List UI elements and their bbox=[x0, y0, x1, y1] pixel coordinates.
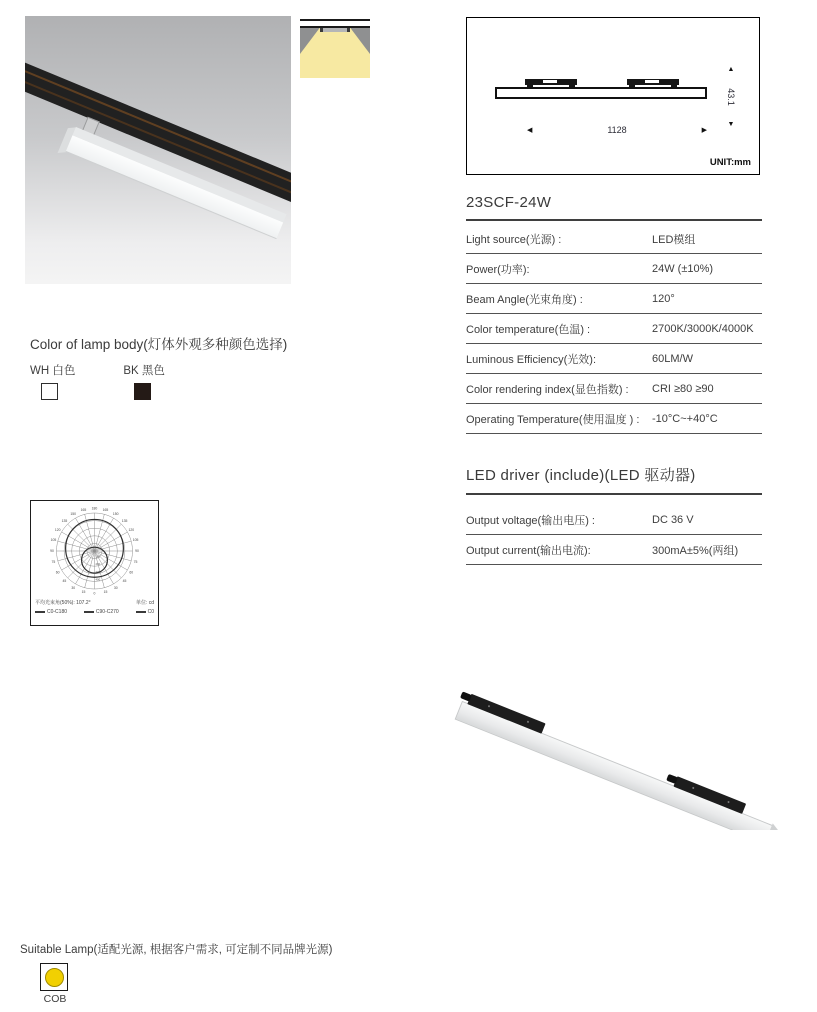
table-row bbox=[466, 224, 762, 254]
length-value: 1128 bbox=[607, 125, 627, 135]
right-arrow-icon: ▶ bbox=[701, 126, 707, 134]
svg-text:180: 180 bbox=[91, 506, 98, 511]
legend-line-icon bbox=[35, 611, 45, 613]
table-row bbox=[466, 344, 762, 374]
cob-swatch bbox=[40, 963, 68, 991]
track-adapter-drawing bbox=[525, 79, 577, 85]
adapter-screw bbox=[692, 787, 695, 790]
color-option-white bbox=[30, 362, 75, 400]
cob-label: COB bbox=[43, 993, 67, 1005]
ceiling-line bbox=[300, 19, 370, 21]
table-row bbox=[466, 404, 762, 434]
white-color-swatch bbox=[41, 383, 58, 400]
legend-item bbox=[136, 609, 154, 615]
spec-value: -10°C~+40°C bbox=[652, 412, 718, 425]
up-arrow-icon: ▲ bbox=[727, 66, 735, 73]
spec-table bbox=[466, 224, 762, 434]
suitable-lamp-text: Suitable Lamp(适配光源, 根据客户需求, 可定制不同品牌光源) bbox=[20, 944, 333, 956]
fixture-side-view bbox=[495, 87, 707, 99]
driver-table bbox=[466, 505, 762, 565]
spec-value: 2700K/3000K/4000K bbox=[652, 322, 754, 335]
svg-text:60: 60 bbox=[55, 570, 60, 575]
left-arrow-icon: ◀ bbox=[527, 126, 533, 134]
adapter-screw bbox=[488, 705, 491, 708]
color-option-label: BK 黑色 bbox=[123, 365, 165, 377]
color-option-black bbox=[123, 362, 165, 400]
svg-text:90: 90 bbox=[135, 549, 139, 553]
spec-label: Color temperature(色温) : bbox=[466, 323, 591, 336]
svg-text:45: 45 bbox=[62, 579, 67, 584]
svg-text:30: 30 bbox=[113, 585, 118, 590]
legend-item bbox=[84, 609, 119, 615]
svg-text:0: 0 bbox=[93, 591, 96, 596]
polar-chart bbox=[31, 501, 158, 598]
spec-value: 60LM/W bbox=[652, 352, 693, 365]
svg-text:45: 45 bbox=[122, 579, 127, 584]
svg-text:90: 90 bbox=[50, 549, 54, 553]
unit-label: UNIT:mm bbox=[709, 157, 751, 168]
legend-item bbox=[35, 609, 67, 615]
spec-label: Light source(光源) : bbox=[466, 233, 562, 246]
photo-rotated-group bbox=[452, 686, 788, 830]
svg-text:150: 150 bbox=[70, 512, 77, 517]
svg-text:100: 100 bbox=[95, 554, 101, 559]
legend-label: C90-C270 bbox=[95, 609, 119, 615]
height-dimension bbox=[719, 66, 743, 128]
svg-text:135: 135 bbox=[121, 518, 128, 523]
beam-angle-caption: 平均光束角(50%): 107.2° bbox=[35, 600, 91, 606]
color-option-label: WH 白色 bbox=[30, 365, 76, 377]
track-adapter-drawing bbox=[627, 79, 679, 85]
svg-text:165: 165 bbox=[102, 507, 109, 512]
table-row bbox=[466, 535, 762, 565]
svg-text:15: 15 bbox=[103, 590, 108, 595]
model-heading: 23SCF-24W bbox=[466, 194, 762, 221]
linear-light-fixture bbox=[455, 701, 773, 830]
spec-label: Luminous Efficiency(光效): bbox=[466, 353, 597, 366]
svg-text:60: 60 bbox=[129, 570, 134, 575]
svg-text:135: 135 bbox=[61, 518, 68, 523]
spec-label: Operating Temperature(使用温度 ) : bbox=[466, 413, 640, 426]
spec-value: 120° bbox=[652, 292, 675, 305]
spec-column bbox=[466, 194, 762, 565]
polar-caption bbox=[35, 599, 154, 606]
spec-value: 300mA±5%(两组) bbox=[652, 544, 739, 557]
cob-option bbox=[40, 963, 70, 1005]
length-dimension bbox=[527, 125, 707, 135]
svg-text:120: 120 bbox=[128, 527, 135, 532]
svg-text:15: 15 bbox=[81, 590, 86, 595]
legend-label: C0-C180 bbox=[47, 609, 68, 615]
svg-text:75: 75 bbox=[133, 559, 138, 564]
adapter-screw bbox=[727, 801, 730, 804]
svg-text:120: 120 bbox=[54, 527, 61, 532]
spec-value: CRI ≥80 ≥90 bbox=[652, 382, 714, 395]
table-row bbox=[466, 284, 762, 314]
photometric-polar-diagram bbox=[30, 500, 159, 626]
svg-text:400: 400 bbox=[95, 577, 101, 582]
product-photo-track-mounted bbox=[25, 16, 291, 284]
photo-rotated-group bbox=[25, 46, 291, 284]
svg-text:300: 300 bbox=[95, 569, 101, 574]
spec-label: Beam Angle(光束角度) : bbox=[466, 293, 583, 306]
beam-distribution-icon bbox=[300, 16, 370, 78]
table-row bbox=[466, 374, 762, 404]
table-row bbox=[466, 505, 762, 535]
legend-line-icon bbox=[136, 611, 146, 613]
svg-text:105: 105 bbox=[132, 538, 139, 543]
black-color-swatch bbox=[134, 383, 151, 400]
height-value: 43.1 bbox=[726, 88, 736, 106]
cob-led-icon bbox=[45, 968, 64, 987]
spec-value: 24W (±10%) bbox=[652, 262, 714, 275]
svg-text:75: 75 bbox=[51, 559, 56, 564]
spec-value: DC 36 V bbox=[652, 513, 694, 526]
legend-line-icon bbox=[84, 611, 94, 613]
lamp-body-color-options bbox=[30, 362, 165, 400]
svg-text:165: 165 bbox=[80, 507, 87, 512]
driver-heading: LED driver (include)(LED 驱动器) bbox=[466, 464, 762, 495]
legend-label: C0 bbox=[147, 609, 154, 615]
svg-text:30: 30 bbox=[71, 585, 76, 590]
spec-label: Power(功率): bbox=[466, 263, 530, 276]
icon-fixture bbox=[320, 28, 349, 32]
svg-text:150: 150 bbox=[112, 512, 119, 517]
spec-label: Output current(输出电流): bbox=[466, 544, 591, 557]
product-photo-angled bbox=[452, 670, 812, 830]
adapter-screw bbox=[527, 721, 530, 724]
spec-label: Color rendering index(显色指数) : bbox=[466, 383, 629, 396]
unit-caption: 单位: cd bbox=[135, 600, 154, 606]
dimension-drawing bbox=[466, 17, 760, 175]
svg-text:200: 200 bbox=[95, 562, 101, 567]
lamp-body-color-title: Color of lamp body(灯体外观多种颜色选择) bbox=[30, 337, 288, 352]
down-arrow-icon: ▼ bbox=[727, 121, 735, 128]
svg-text:105: 105 bbox=[50, 538, 57, 543]
table-row bbox=[466, 254, 762, 284]
spec-label: Output voltage(输出电压) : bbox=[466, 514, 595, 527]
polar-legend bbox=[35, 609, 154, 615]
spec-value: LED模组 bbox=[652, 233, 696, 246]
table-row bbox=[466, 314, 762, 344]
